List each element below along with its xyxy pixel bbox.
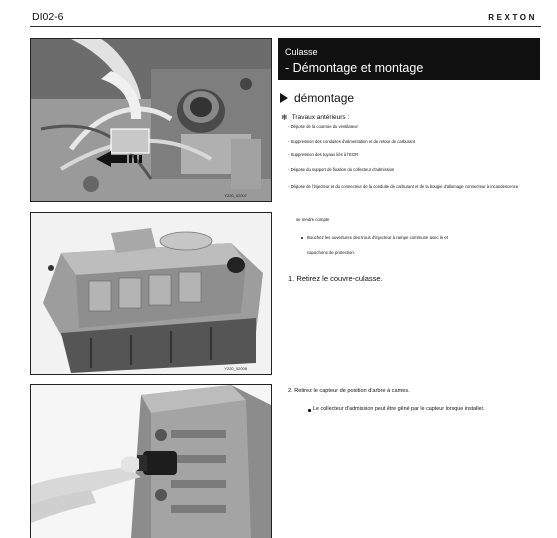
step-2-note bbox=[307, 404, 527, 415]
prerequisites-title bbox=[281, 113, 349, 122]
title-main: - Démontage et montage bbox=[285, 61, 424, 75]
header-rule bbox=[30, 26, 541, 27]
photo-cylinder-head-cover bbox=[30, 212, 272, 375]
step-2: 2. Retirez le capteur de position d'arbre à cames. bbox=[288, 388, 410, 394]
play-triangle-icon bbox=[280, 93, 288, 103]
section-heading bbox=[280, 91, 354, 105]
step-1: 1. Retirez le couvre-culasse. bbox=[288, 274, 383, 283]
page-code: DI02-6 bbox=[32, 11, 64, 23]
list-item: - Suppression des tuyaux liés à l'EGR bbox=[288, 152, 538, 157]
photo-code: Y220_02007 bbox=[224, 193, 247, 198]
engine-photo-fuel-lines bbox=[31, 39, 271, 201]
step-2-note-text: Le collecteur d'admission peut être gêné par le capteur lorsque installer. bbox=[313, 406, 485, 412]
photo-code: Y220_02008 bbox=[224, 366, 247, 371]
title-subtitle: Culasse bbox=[285, 47, 318, 57]
snowflake-icon: ❄ bbox=[281, 113, 288, 122]
bullet-line: capuchons de protection. bbox=[307, 250, 356, 255]
list-item: - Dépose de la courroie du ventilateur bbox=[288, 124, 538, 129]
photo-camshaft-sensor bbox=[30, 384, 272, 538]
list-item: - Dépose du support de fixation du collecteur d'admission bbox=[288, 167, 538, 172]
section-title-box bbox=[278, 38, 540, 80]
engine-photo-camshaft-sensor bbox=[31, 385, 271, 538]
photo-fuel-lines bbox=[30, 38, 272, 202]
note-text: se rendre compte bbox=[296, 217, 330, 222]
bullet-icon bbox=[301, 237, 303, 239]
list-item: - Dépose de l'injecteur et du connecteur de la conduite de carburant et de la bougie d'allumage connecteur à incandescence bbox=[288, 181, 538, 193]
list-item: - Suppression des conduites d'alimentation et de retour de carburant bbox=[288, 139, 538, 144]
section-heading-text: démontage bbox=[294, 91, 355, 105]
bullet-line: Bouchez les ouvertures des trous d'injecteur à rampe commune avec le et bbox=[307, 235, 449, 240]
engine-photo-cylinder-head-cover bbox=[31, 213, 271, 374]
prerequisites-title-text: Travaux antérieurs : bbox=[291, 114, 350, 121]
brand-logo: REXTON bbox=[488, 13, 537, 22]
